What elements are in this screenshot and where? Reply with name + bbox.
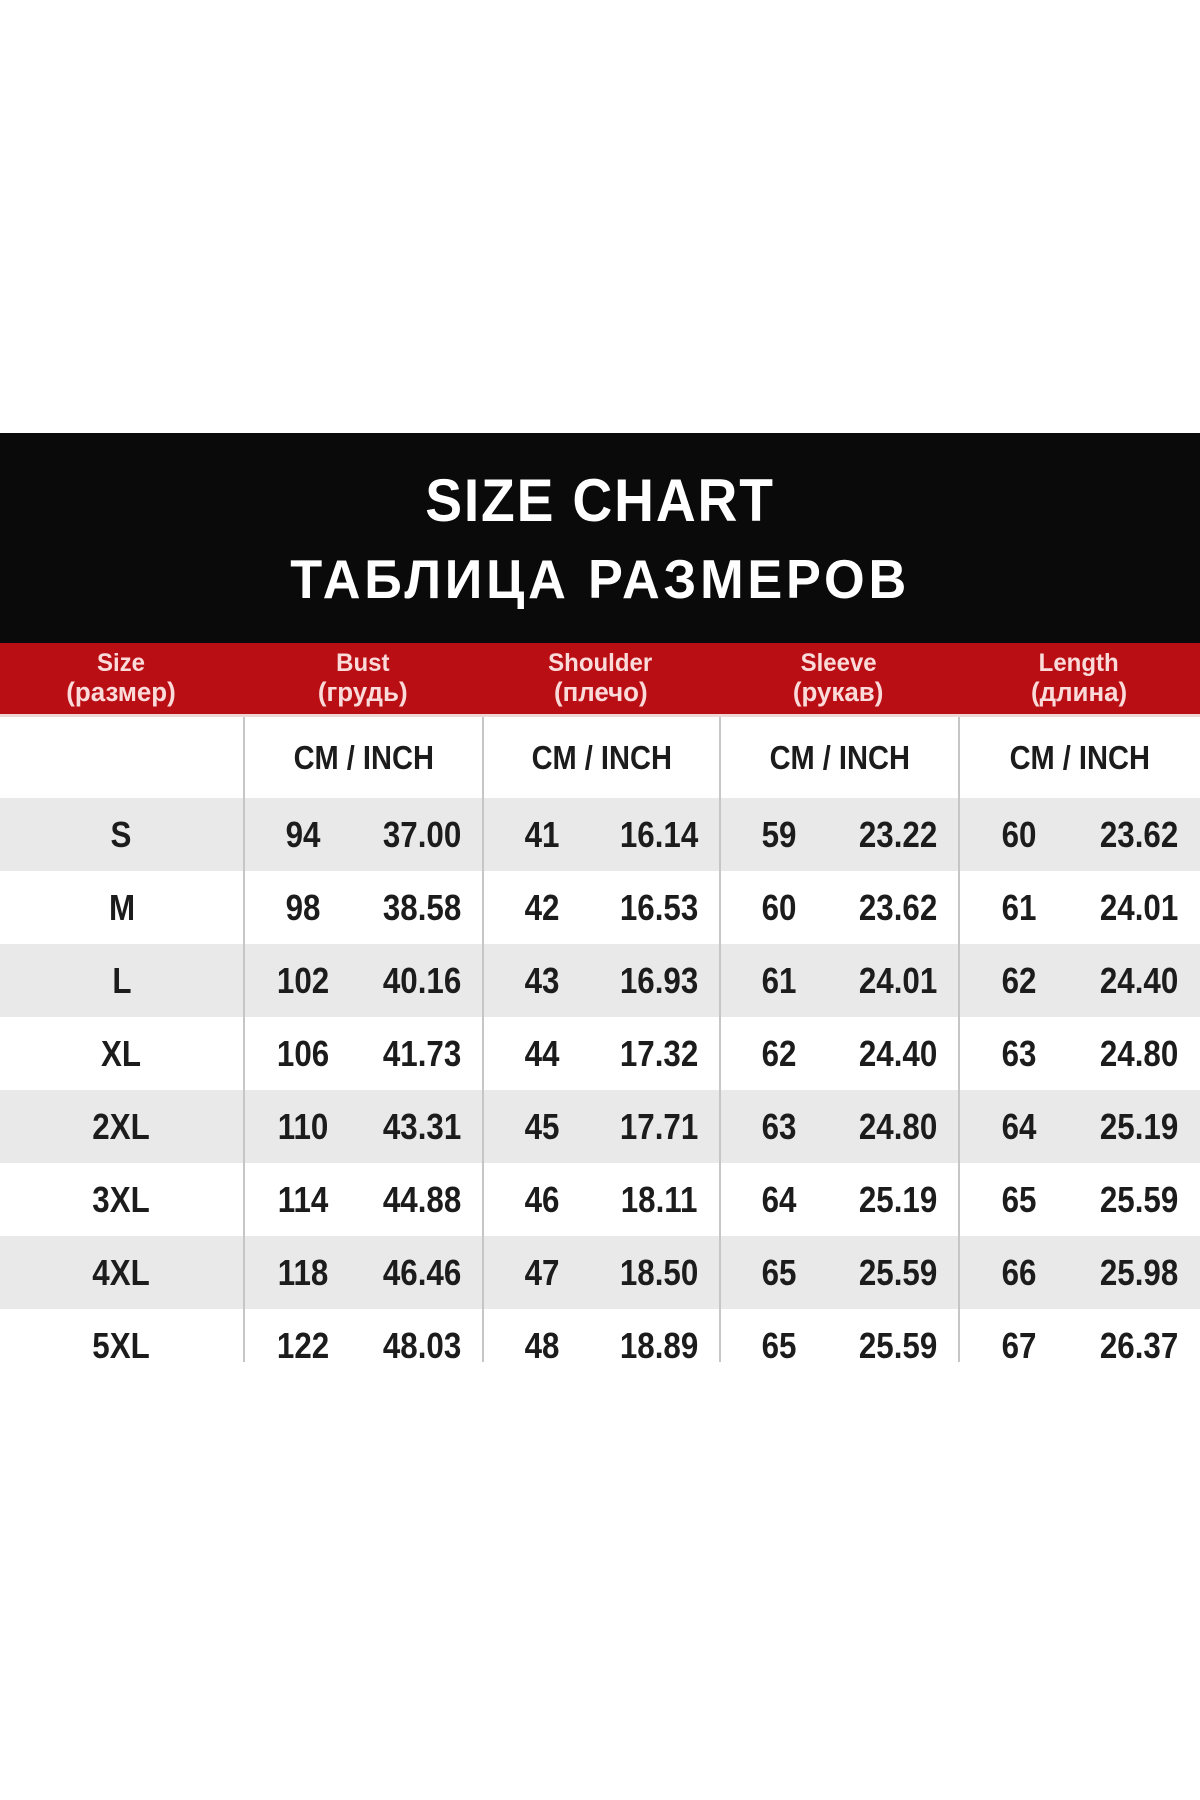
header-cell-length [958, 643, 1200, 714]
cm-value: 43 [524, 959, 559, 1001]
cm-value: 41 [524, 813, 559, 855]
cm-value: 42 [524, 886, 559, 928]
inch-value: 17.71 [619, 1105, 699, 1147]
inch-value: 25.59 [1099, 1178, 1178, 1220]
inch-value: 38.58 [382, 886, 461, 928]
units-cell [958, 717, 1200, 798]
units-label: CM / INCH [1009, 738, 1151, 776]
inch-value: 40.16 [382, 959, 461, 1001]
measure-cell [243, 1309, 482, 1362]
table-body [0, 798, 1200, 1362]
units-row [0, 717, 1200, 798]
table-row [0, 1090, 1200, 1163]
inch-value: 24.40 [858, 1032, 937, 1074]
inch-value: 23.62 [858, 886, 937, 928]
cm-value: 106 [276, 1032, 330, 1074]
inch-value: 25.19 [1099, 1105, 1178, 1147]
cm-value: 110 [277, 1105, 329, 1147]
size-cell [0, 1309, 243, 1362]
cm-value: 59 [761, 813, 797, 855]
measure-cell [958, 1236, 1200, 1309]
measure-cell [482, 798, 719, 871]
header-label-en: Size [97, 649, 146, 678]
measure-cell [482, 944, 719, 1017]
cm-value: 64 [761, 1178, 797, 1220]
inch-value: 16.14 [619, 813, 699, 855]
inch-value: 46.46 [382, 1251, 461, 1293]
units-cell [482, 717, 719, 798]
measure-cell [482, 871, 719, 944]
header-cell-bust [243, 643, 482, 714]
inch-value: 25.59 [858, 1324, 937, 1362]
table-row [0, 944, 1200, 1017]
measure-cell [482, 1163, 719, 1236]
measure-cell [482, 1309, 719, 1362]
measure-cell [482, 1090, 719, 1163]
units-label: CM / INCH [531, 738, 672, 776]
units-cell-empty [0, 717, 243, 798]
table-row [0, 1163, 1200, 1236]
inch-value: 23.22 [858, 813, 937, 855]
measure-cell [958, 871, 1200, 944]
cm-value: 102 [276, 959, 330, 1001]
table-row [0, 871, 1200, 944]
inch-value: 24.40 [1099, 959, 1178, 1001]
cm-value: 47 [524, 1251, 559, 1293]
measure-cell [482, 1017, 719, 1090]
table-row [0, 1309, 1200, 1362]
size-cell [0, 944, 243, 1017]
cm-value: 62 [761, 1032, 797, 1074]
units-cell [243, 717, 482, 798]
size-label: 2XL [92, 1105, 151, 1147]
inch-value: 24.80 [858, 1105, 937, 1147]
size-label: L [111, 959, 132, 1001]
size-cell [0, 871, 243, 944]
inch-value: 16.93 [619, 959, 699, 1001]
inch-value: 25.98 [1099, 1251, 1178, 1293]
cm-value: 67 [1001, 1324, 1037, 1362]
measure-cell [243, 944, 482, 1017]
cm-value: 118 [277, 1251, 329, 1293]
inch-value: 41.73 [382, 1032, 461, 1074]
measure-cell [482, 1236, 719, 1309]
measure-cell [719, 1090, 958, 1163]
inch-value: 26.37 [1099, 1324, 1178, 1362]
cm-value: 66 [1001, 1251, 1037, 1293]
measure-cell [243, 871, 482, 944]
size-label: S [111, 813, 132, 855]
title-banner [0, 433, 1200, 643]
cm-value: 44 [524, 1032, 559, 1074]
units-label: CM / INCH [769, 738, 910, 776]
measure-cell [243, 1090, 482, 1163]
cm-value: 64 [1001, 1105, 1037, 1147]
size-label: 5XL [92, 1324, 151, 1362]
size-label: M [108, 886, 135, 928]
measure-cell [243, 798, 482, 871]
inch-value: 24.01 [858, 959, 937, 1001]
cm-value: 63 [1001, 1032, 1037, 1074]
cm-value: 98 [285, 886, 321, 928]
inch-value: 25.59 [858, 1251, 937, 1293]
inch-value: 17.32 [619, 1032, 699, 1074]
top-whitespace [0, 0, 1200, 433]
header-label-en: Sleeve [800, 649, 877, 678]
measure-cell [958, 1163, 1200, 1236]
inch-value: 44.88 [382, 1178, 461, 1220]
cm-value: 46 [524, 1178, 559, 1220]
units-label: CM / INCH [293, 738, 434, 776]
header-cell-sleeve [719, 643, 958, 714]
header-label-en: Length [1038, 649, 1119, 678]
measure-cell [958, 798, 1200, 871]
inch-value: 16.53 [619, 886, 699, 928]
size-cell [0, 1017, 243, 1090]
measure-cell [958, 1017, 1200, 1090]
measure-cell [958, 1309, 1200, 1362]
header-label-ru: (размер) [66, 677, 177, 708]
cm-value: 48 [524, 1324, 559, 1362]
size-label: XL [101, 1032, 142, 1074]
measure-cell [719, 1236, 958, 1309]
table-row [0, 1236, 1200, 1309]
header-label-ru: (плечо) [553, 677, 648, 708]
measure-cell [719, 1163, 958, 1236]
measure-cell [958, 944, 1200, 1017]
inch-value: 23.62 [1099, 813, 1178, 855]
table-row [0, 1017, 1200, 1090]
measure-cell [243, 1163, 482, 1236]
inch-value: 18.89 [619, 1324, 699, 1362]
measure-cell [719, 944, 958, 1017]
cm-value: 61 [761, 959, 797, 1001]
cm-value: 61 [1001, 886, 1037, 928]
header-label-en: Shoulder [548, 649, 653, 678]
cm-value: 65 [761, 1324, 797, 1362]
cm-value: 122 [276, 1324, 330, 1362]
measure-cell [719, 798, 958, 871]
header-label-ru: (длина) [1030, 677, 1128, 708]
measure-cell [243, 1236, 482, 1309]
column-header-band [0, 643, 1200, 717]
cm-value: 114 [277, 1178, 329, 1220]
inch-value: 25.19 [858, 1178, 937, 1220]
cm-value: 45 [524, 1105, 559, 1147]
header-cell-shoulder [482, 643, 719, 714]
measure-cell [719, 1309, 958, 1362]
measure-cell [719, 871, 958, 944]
cm-value: 65 [1001, 1178, 1037, 1220]
inch-value: 18.50 [619, 1251, 699, 1293]
table-row [0, 798, 1200, 871]
size-label: 3XL [92, 1178, 151, 1220]
cm-value: 62 [1001, 959, 1037, 1001]
banner-title-ru: ТАБЛИЦА РАЗМЕРОВ [290, 547, 910, 610]
inch-value: 43.31 [382, 1105, 461, 1147]
inch-value: 24.80 [1099, 1032, 1178, 1074]
size-label: 4XL [92, 1251, 151, 1293]
measure-cell [243, 1017, 482, 1090]
size-cell [0, 798, 243, 871]
cm-value: 65 [761, 1251, 797, 1293]
header-cell-size [0, 643, 243, 714]
inch-value: 18.11 [620, 1178, 698, 1220]
cm-value: 60 [761, 886, 797, 928]
inch-value: 37.00 [382, 813, 461, 855]
measure-cell [719, 1017, 958, 1090]
size-cell [0, 1163, 243, 1236]
cm-value: 63 [761, 1105, 797, 1147]
inch-value: 24.01 [1099, 886, 1178, 928]
header-label-ru: (грудь) [317, 677, 408, 708]
units-cell [719, 717, 958, 798]
size-cell [0, 1090, 243, 1163]
cm-value: 94 [285, 813, 321, 855]
header-label-ru: (рукав) [793, 677, 884, 708]
inch-value: 48.03 [382, 1324, 461, 1362]
header-label-en: Bust [335, 649, 390, 678]
banner-title-en: SIZE CHART [425, 466, 775, 534]
measure-cell [958, 1090, 1200, 1163]
size-cell [0, 1236, 243, 1309]
cm-value: 60 [1001, 813, 1037, 855]
